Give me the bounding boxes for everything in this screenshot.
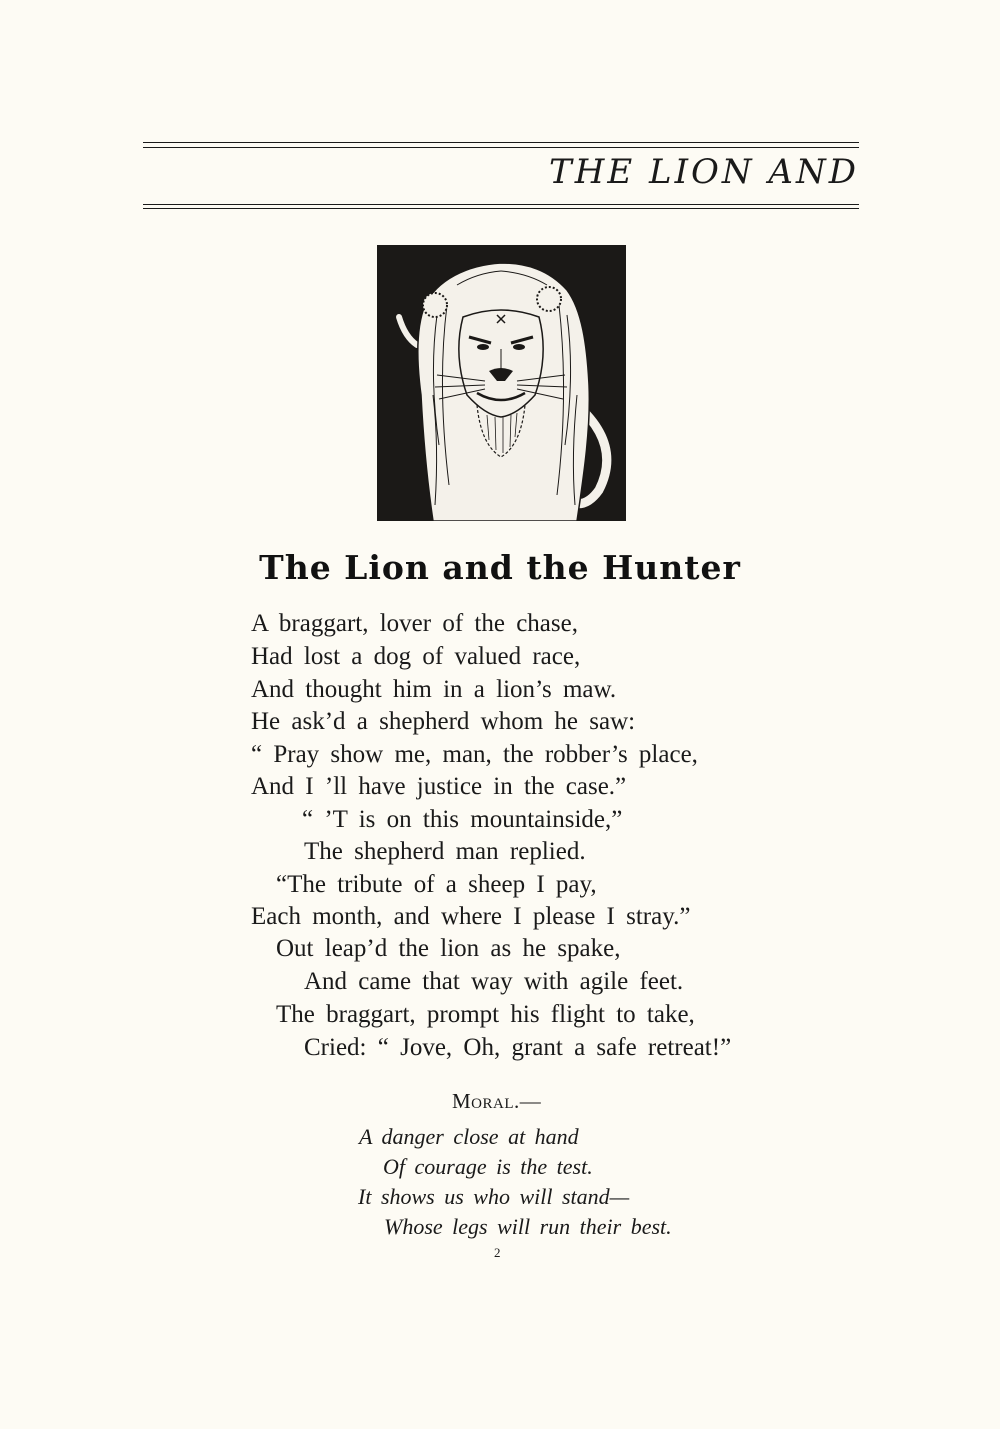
verse-line: “ Pray show me, man, the robber’s place, bbox=[251, 741, 698, 768]
verse-line: And came that way with agile feet. bbox=[304, 968, 684, 995]
verse-line: Out leap’d the lion as he spake, bbox=[276, 935, 621, 962]
top-rule-inner bbox=[143, 147, 859, 148]
verse-line: The braggart, prompt his flight to take, bbox=[276, 1001, 695, 1028]
lion-illustration bbox=[377, 245, 626, 521]
verse-line: “ ’T is on this mountainside,” bbox=[302, 806, 623, 833]
bottom-rule-outer bbox=[143, 208, 859, 209]
moral-heading: Moral.— bbox=[452, 1089, 542, 1113]
top-rule-outer bbox=[143, 142, 859, 143]
moral-line: A danger close at hand bbox=[359, 1124, 579, 1149]
verse-line: And thought him in a lion’s maw. bbox=[251, 676, 617, 703]
verse-line: A braggart, lover of the chase, bbox=[251, 610, 578, 637]
verse-line: The shepherd man replied. bbox=[304, 838, 586, 865]
poem-title: The Lion and the Hunter bbox=[259, 548, 741, 587]
verse-line: “The tribute of a sheep I pay, bbox=[276, 871, 597, 898]
verse-line: Cried: “ Jove, Oh, grant a safe retreat!” bbox=[304, 1034, 732, 1061]
page-number: 2 bbox=[494, 1245, 501, 1260]
moral-line: It shows us who will stand— bbox=[358, 1184, 630, 1209]
moral-line: Whose legs will run their best. bbox=[384, 1214, 672, 1239]
verse-line: Each month, and where I please I stray.” bbox=[251, 903, 691, 930]
lion-portrait-icon bbox=[377, 245, 626, 521]
verse-line: And I ’ll have justice in the case.” bbox=[251, 773, 627, 800]
running-head: THE LION AND bbox=[549, 152, 859, 192]
bottom-rule-inner bbox=[143, 204, 859, 205]
verse-line: He ask’d a shepherd whom he saw: bbox=[251, 708, 636, 735]
verse-line: Had lost a dog of valued race, bbox=[251, 643, 581, 670]
moral-line: Of courage is the test. bbox=[383, 1154, 593, 1179]
